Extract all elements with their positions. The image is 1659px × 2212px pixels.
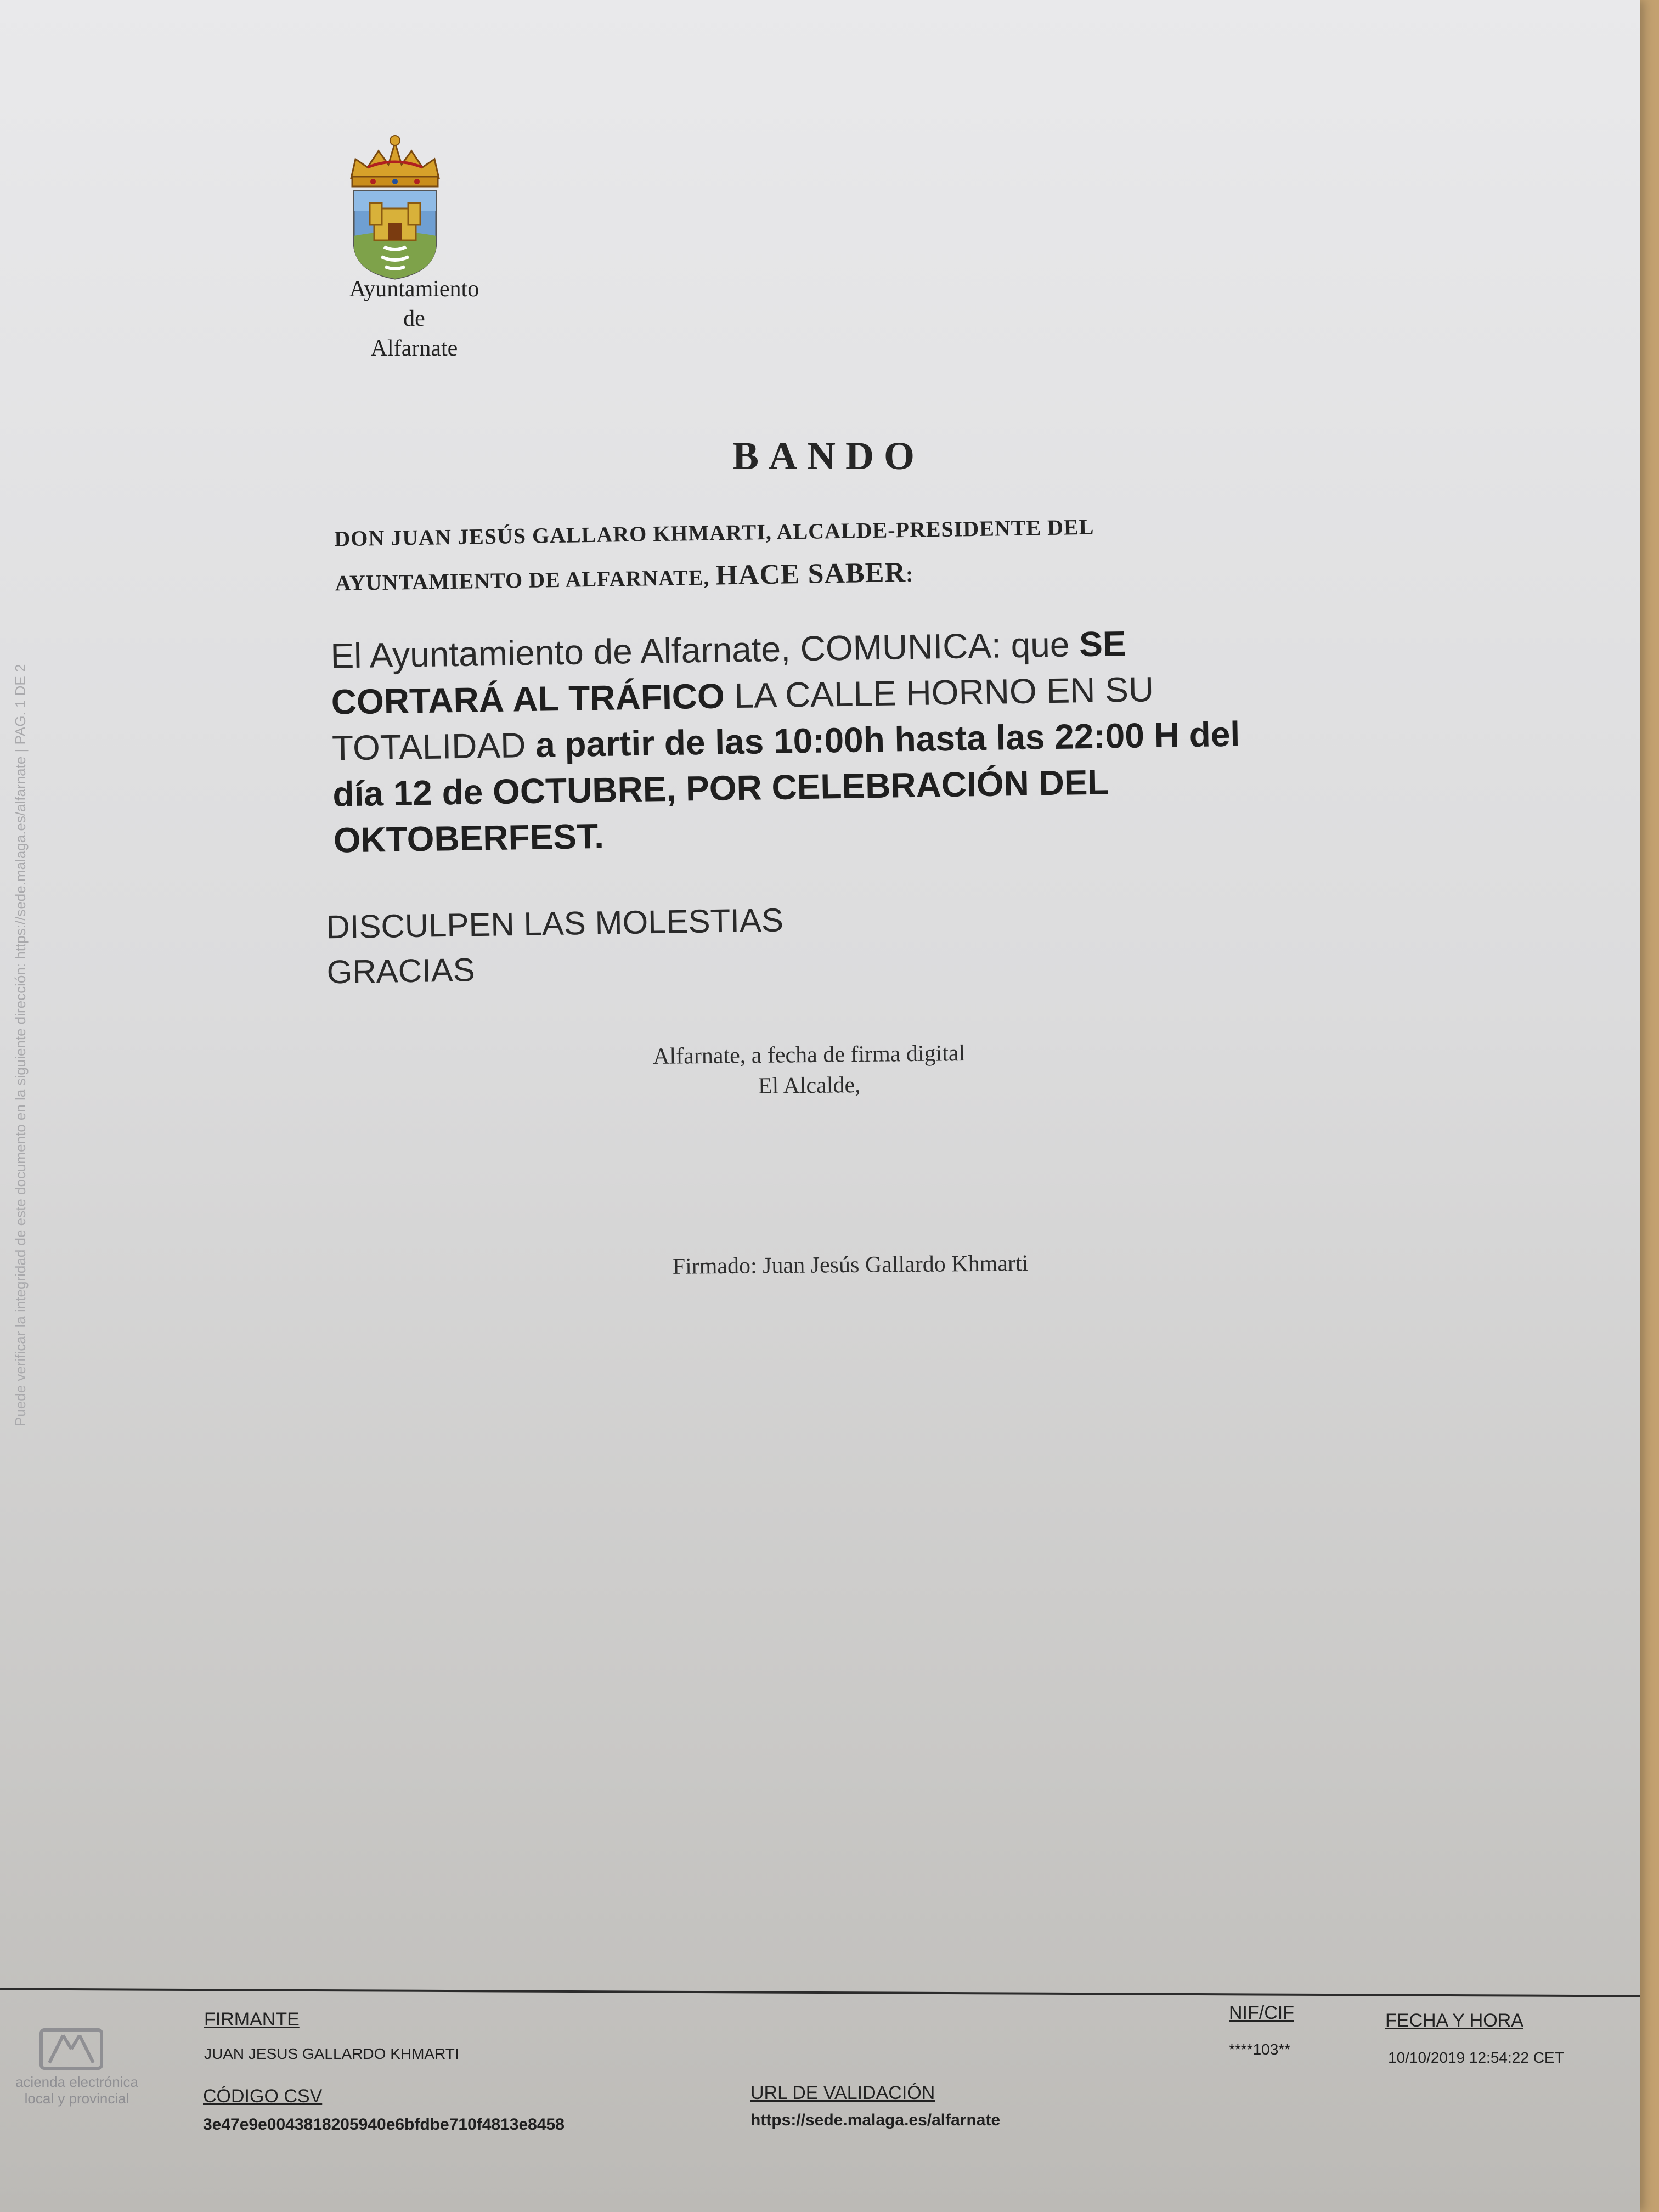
body-text: LA CALLE HORNO EN SU TOTALIDAD <box>331 669 1154 768</box>
url-validation-label: URL DE VALIDACIÓN <box>751 2083 935 2103</box>
body-emphasis: SE CORTARÁ AL TRÁFICO <box>331 623 1127 722</box>
csv-label: CÓDIGO CSV <box>203 2086 323 2107</box>
closing-lines <box>326 895 985 995</box>
intro-line-text: AYUNTAMIENTO DE ALFARNATE, <box>335 565 710 596</box>
verification-sidebar-note: Puede verificar la integridad de este documento en la siguiente dirección: https://sede.malaga.es/alfarnate | PAG. 1 DE 2 <box>12 664 29 1426</box>
firmante-value: JUAN JESUS GALLARDO KHMARTI <box>204 2045 459 2062</box>
city-line: Alfarnate <box>370 336 458 361</box>
footer-divider <box>0 1988 1640 1997</box>
fecha-hora-value: 10/10/2019 12:54:22 CET <box>1388 2049 1564 2066</box>
nif-value: ****103** <box>1229 2041 1291 2058</box>
fecha-hora-label: FECHA Y HORA <box>1385 2010 1523 2031</box>
logo-text-line: acienda electrónica <box>15 2074 139 2090</box>
intro-colon: : <box>905 561 914 587</box>
url-validation-value[interactable]: https://sede.malaga.es/alfarnate <box>751 2111 1001 2129</box>
signed-by: Firmado: Juan Jesús Gallardo Khmarti <box>672 1251 1029 1279</box>
crown-icon <box>351 136 439 187</box>
logo-text-line: local y provincial <box>24 2090 129 2107</box>
nif-label: NIF/CIF <box>1229 2002 1294 2023</box>
hacienda-logo-text <box>0 2074 154 2107</box>
announcement-body <box>330 618 1288 863</box>
intro-paragraph <box>334 503 1268 605</box>
document-title: BANDO <box>732 434 924 478</box>
signature-role: El Alcalde, <box>758 1073 861 1099</box>
city-line: de <box>403 306 425 331</box>
signature-place-date: Alfarnate, a fecha de firma digital <box>652 1041 966 1069</box>
body-emphasis: a partir de las 10:00h hasta las 22:00 H del día 12 de OCTUBRE, POR CELEBRACIÓN DEL OKTOBERFEST. <box>332 714 1240 860</box>
coat-of-arms-logo <box>340 126 450 280</box>
city-name <box>307 274 521 363</box>
hace-saber: HACE SABER <box>715 557 906 591</box>
intro-line: DON JUAN JESÚS GALLARO KHMARTI, ALCALDE-PRESIDENTE DEL <box>334 514 1094 551</box>
csv-value: 3e47e9e0043818205940e6bfdbe710f4813e8458 <box>203 2115 565 2134</box>
firmante-label: FIRMANTE <box>204 2009 300 2030</box>
closing-line: GRACIAS <box>326 951 476 991</box>
closing-line: DISCULPEN LAS MOLESTIAS <box>325 901 784 946</box>
body-text: El Ayuntamiento de Alfarnate, COMUNICA: que <box>330 624 1080 676</box>
city-line: Ayuntamiento <box>349 276 479 302</box>
signature-block <box>603 1037 1015 1103</box>
